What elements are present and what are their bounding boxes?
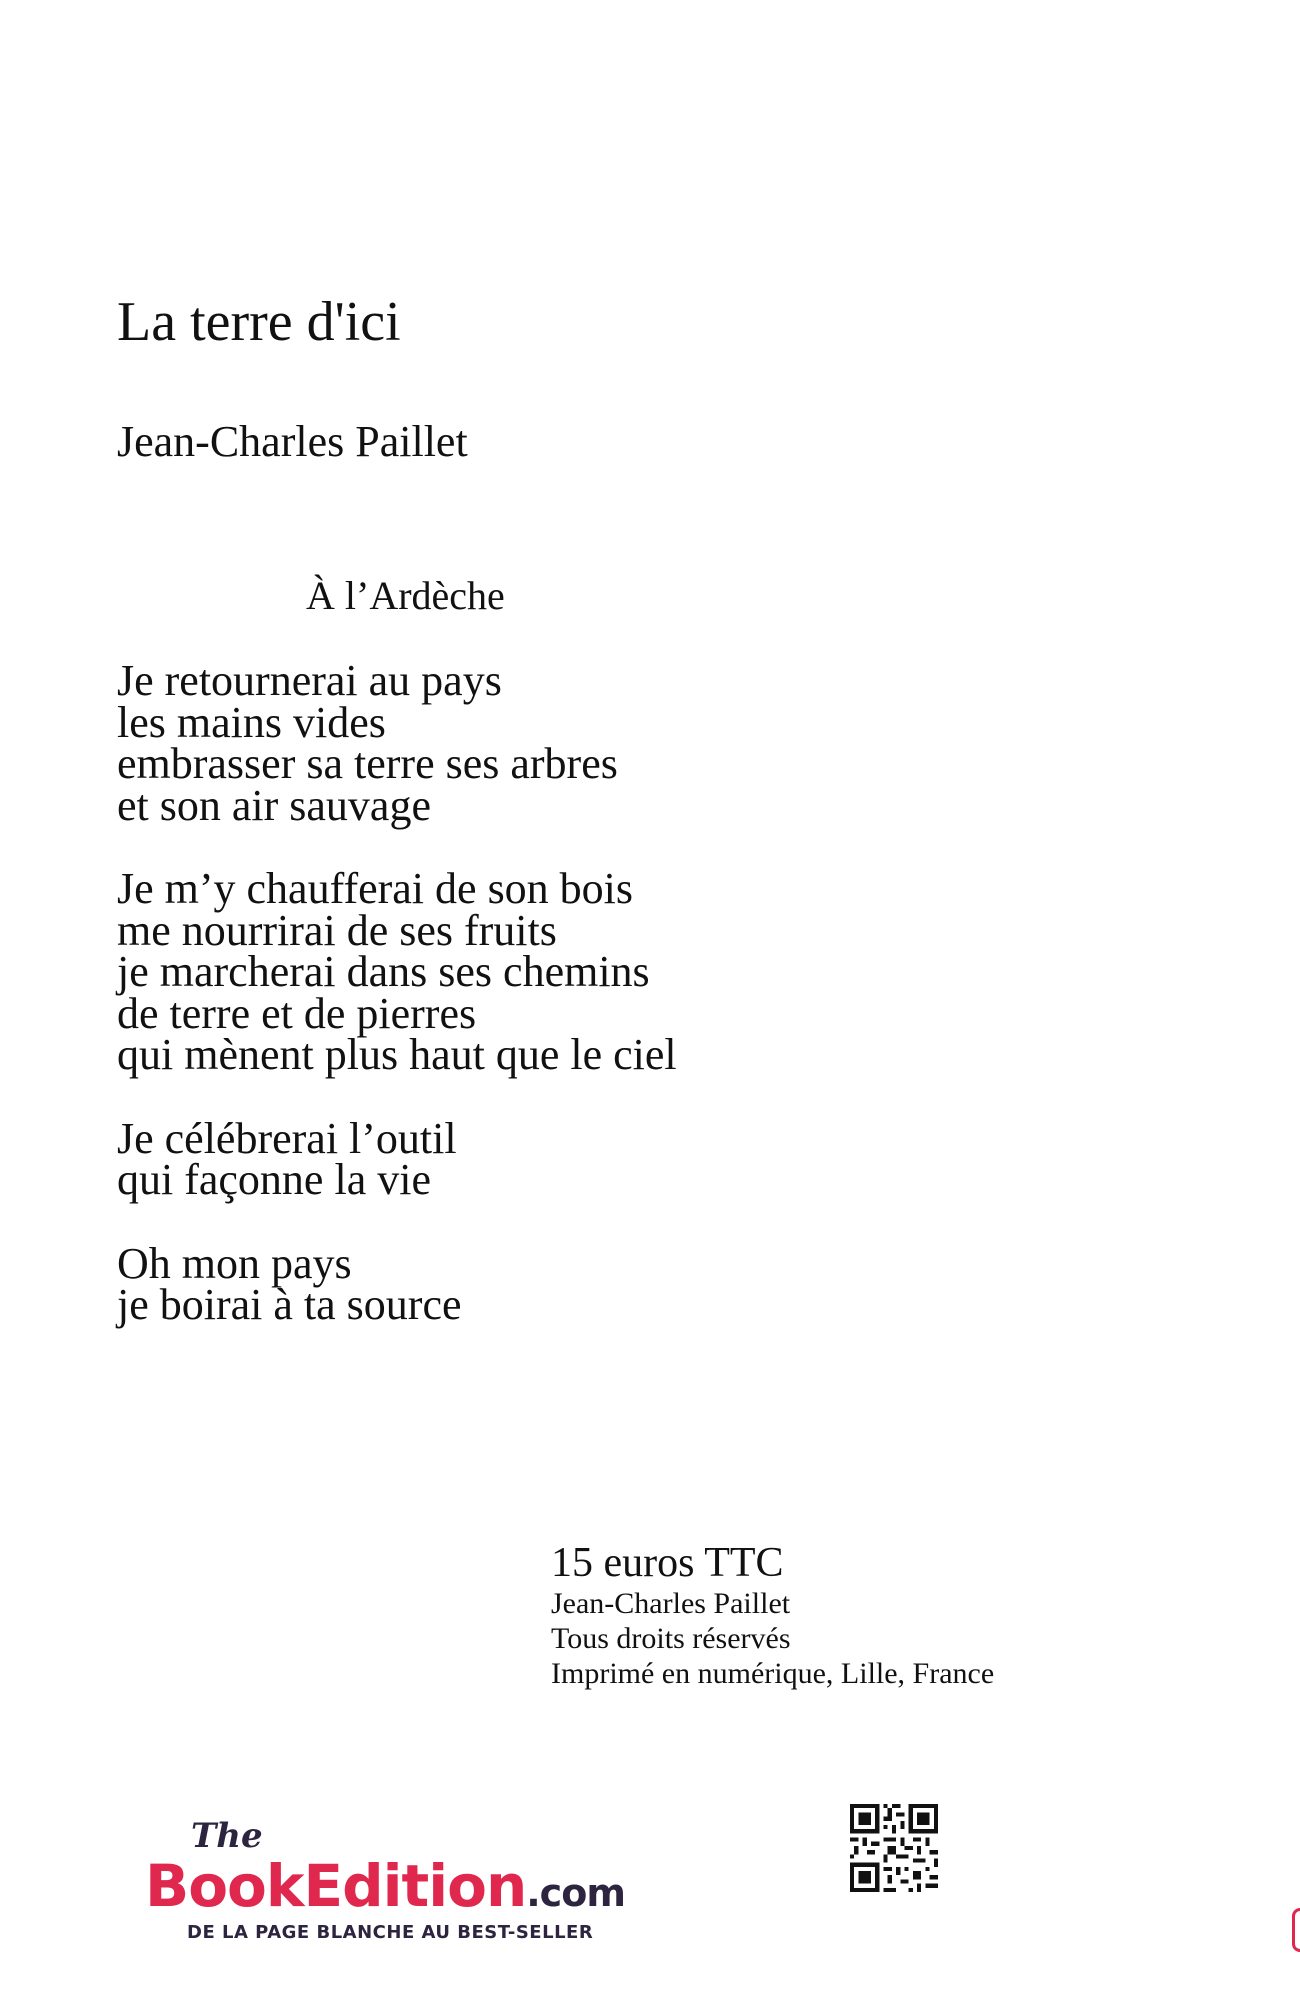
poem-stanza bbox=[117, 1238, 1017, 1329]
poem-line: qui mènent plus haut que le ciel bbox=[117, 1030, 677, 1079]
poem-dedication: À l’Ardèche bbox=[306, 573, 505, 618]
colophon-printed: Imprimé en numérique, Lille, France bbox=[551, 1657, 995, 1690]
logo-the: The bbox=[191, 1816, 263, 1856]
qr-code-icon bbox=[850, 1804, 938, 1892]
logo-domain: .com bbox=[526, 1871, 625, 1915]
book-title: La terre d'ici bbox=[117, 291, 401, 353]
poem-line: je marcherai dans ses chemins bbox=[117, 947, 650, 996]
poem-line: Je m’y chaufferai de son bois bbox=[117, 864, 634, 913]
poem-stanza bbox=[117, 1113, 1017, 1204]
colophon-author: Jean-Charles Paillet bbox=[551, 1587, 791, 1620]
poem-line: les mains vides bbox=[117, 697, 386, 747]
colophon-rights: Tous droits réservés bbox=[551, 1622, 791, 1655]
poem-line: qui façonne la vie bbox=[117, 1155, 431, 1204]
poem bbox=[117, 656, 1017, 1368]
poem-line: Oh mon pays bbox=[117, 1238, 352, 1288]
poem-line: Je célébrerai l’outil bbox=[117, 1113, 457, 1163]
publisher-logo bbox=[145, 1816, 705, 1943]
price: 15 euros TTC bbox=[551, 1540, 784, 1586]
edge-mark bbox=[1292, 1908, 1300, 1952]
poem-line: je boirai à ta source bbox=[117, 1280, 462, 1329]
book-author: Jean-Charles Paillet bbox=[117, 417, 468, 466]
poem-stanza bbox=[117, 864, 1017, 1079]
poem-stanza bbox=[117, 656, 1017, 830]
logo-wordmark bbox=[145, 1852, 625, 1920]
colophon bbox=[551, 1540, 994, 1691]
poem-line: embrasser sa terre ses arbres bbox=[117, 739, 618, 788]
logo-tagline: DE LA PAGE BLANCHE AU BEST-SELLER bbox=[187, 1922, 594, 1943]
poem-line: et son air sauvage bbox=[117, 780, 431, 830]
poem-line: me nourrirai de ses fruits bbox=[117, 905, 557, 955]
poem-line: Je retournerai au pays bbox=[117, 656, 502, 705]
poem-line: de terre et de pierres bbox=[117, 988, 477, 1038]
logo-name: BookEdition bbox=[145, 1852, 527, 1920]
